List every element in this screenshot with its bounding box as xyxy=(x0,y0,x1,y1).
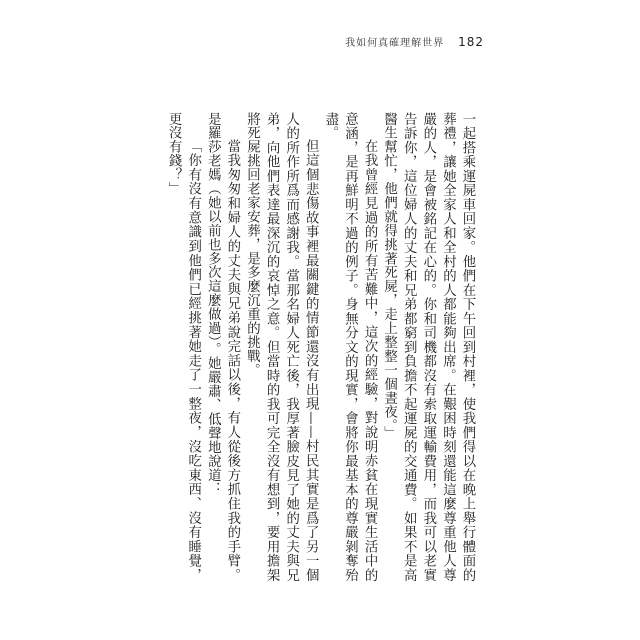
paragraph: 當我匆匆和婦人的丈夫與兄弟說完話以後，有人從後方抓住我的手臂。是羅莎老媽（她以前也多次這麼做過）。她嚴肅、低聲地說道： xyxy=(205,112,240,582)
paragraph: 「你有沒有意識到他們已經挑著她走了一整夜，沒吃東西、沒有睡覺，更沒有錢？」 xyxy=(166,112,201,582)
paragraph: 但這個悲傷故事裡最關鍵的情節還沒有出現——村民其實是爲了另一個人的所作所爲而感謝我。當那名婦人死亡後，我厚著臉皮見了她的丈夫與兄弟，向他們表達最深沉的哀悼之意。但當時的我可完全沒有想到，要用擔架將死屍挑回老家安葬，是多麼沉重的挑戰。 xyxy=(244,112,319,582)
vertical-body-text xyxy=(157,112,477,582)
book-title: 我如何真確理解世界 xyxy=(345,38,445,49)
paragraph: 在我曾經見過的所有苦難中，這次的經驗，對說明赤貧在現實生活中的意涵，是再鮮明不過的例子。身無分文的現實，會將你最基本的尊嚴剝奪殆盡。 xyxy=(322,112,378,582)
page-number: 182 xyxy=(458,35,484,49)
running-header xyxy=(345,34,484,49)
paragraph: 一起搭乘運屍車回家。他們在下午回到村裡，使我們得以在晚上舉行體面的葬禮，讓她全家人和全村的人都能夠出席。在艱困時刻還能這麼尊重他人尊嚴的人，是會被銘記在心的。你和司機都沒有索取運輸費用，而我可以老實告訴你，這位婦人的丈夫和兄弟都窮到負擔不起運屍的交通費。如果不是高醫生幫忙，他們就得挑著死屍，走上整整一個晝夜。」 xyxy=(381,112,475,582)
